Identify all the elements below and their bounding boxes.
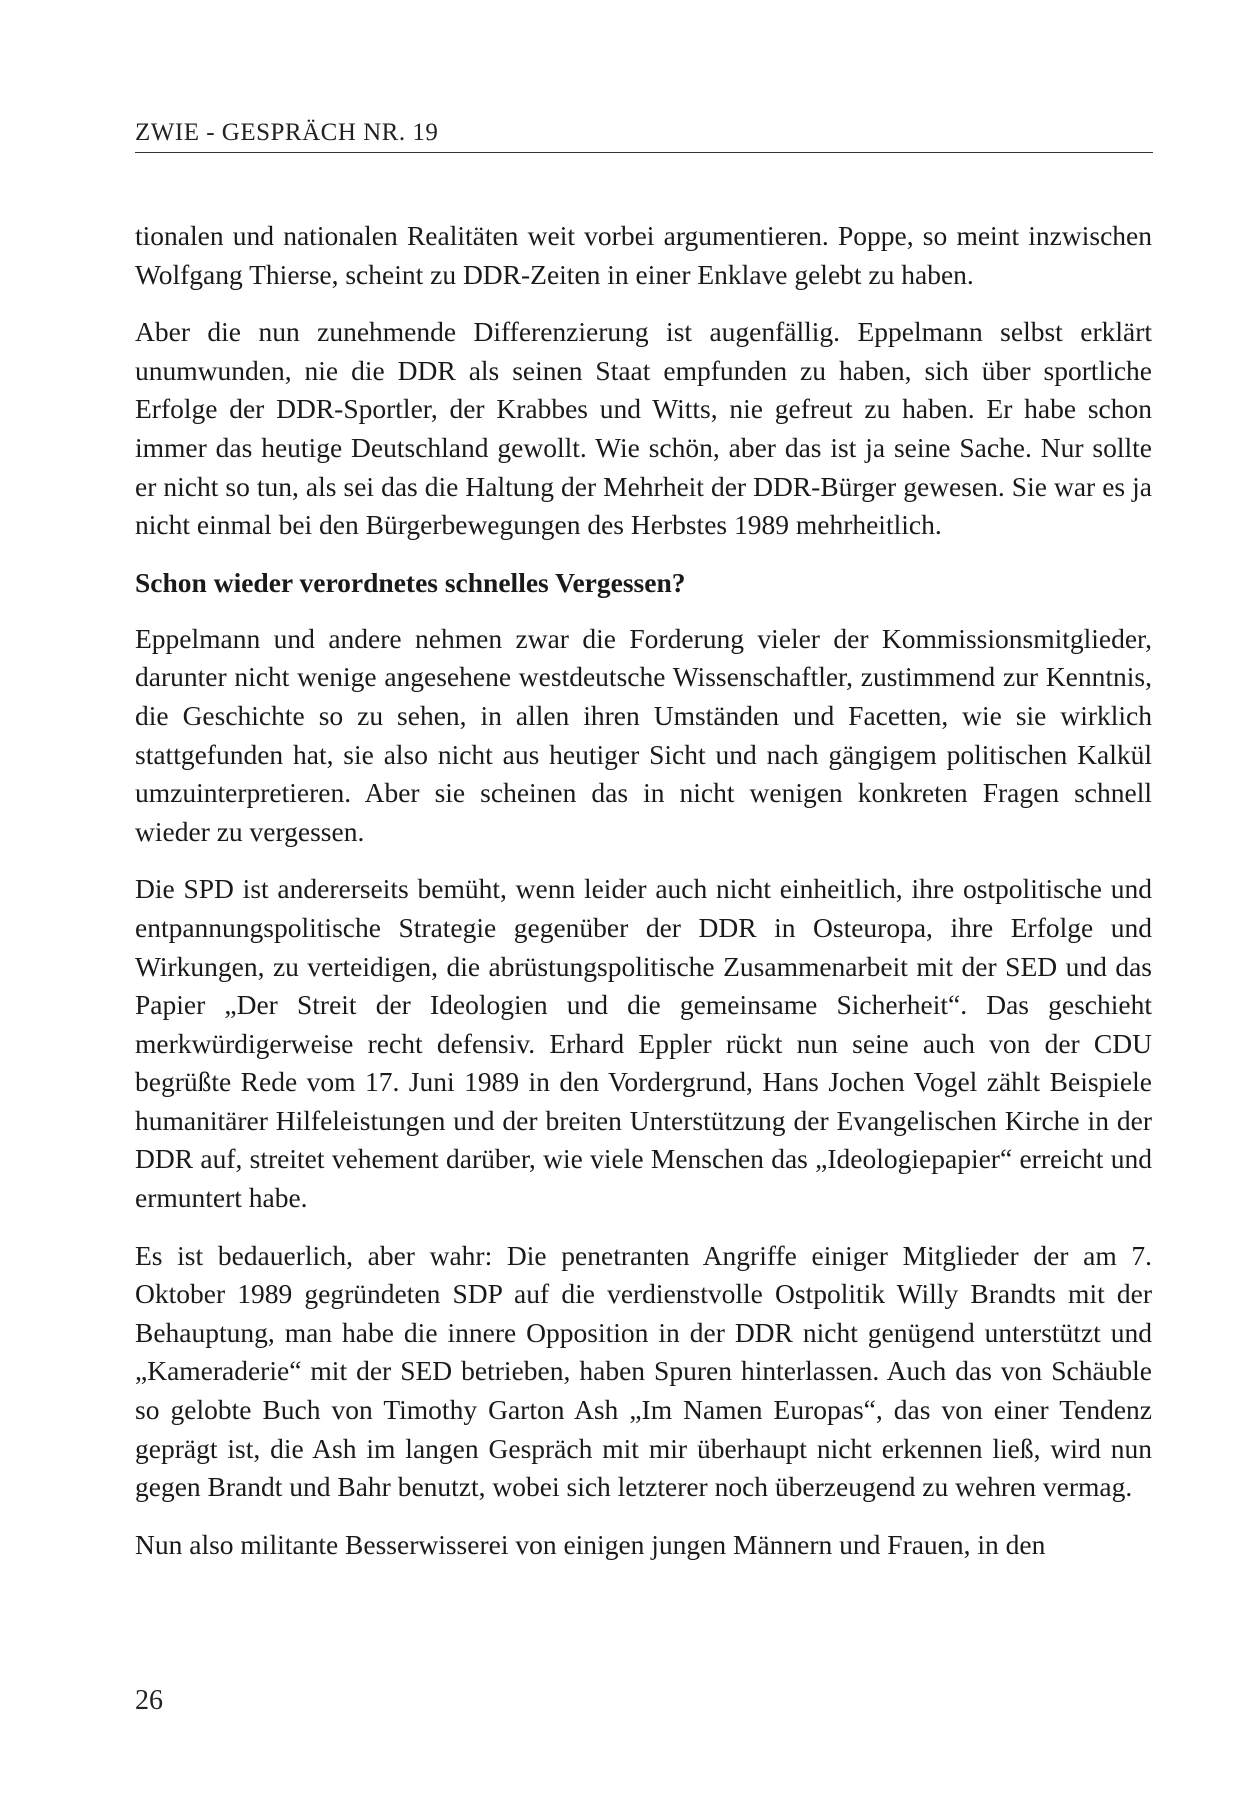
paragraph-5: Es ist bedauerlich, aber wahr: Die penetranten Angriffe einiger Mitglieder der am 7. Oktober 1989 gegründeten SDP auf die verdienstvolle Ostpolitik Willy Brandts mit der Behauptung, man habe die innere Opposition in der DDR nicht genügend unterstützt und „Kameraderie“ mit der SED betrieben, haben Spuren hinterlassen. Auch das von Schäuble so gelobte Buch von Timothy Garton Ash „Im Namen Europas“, das von einer Tendenz geprägt ist, die Ash im langen Gespräch mit mir überhaupt nicht erkennen ließ, wird nun gegen Brandt und Bahr benutzt, wobei sich letzterer noch überzeugend zu wehren vermag. xyxy=(135,1239,1152,1503)
paragraph-4: Die SPD ist andererseits bemüht, wenn leider auch nicht einheitlich, ihre ostpolitische und entpannungspolitische Strategie gegenüber der DDR in Osteuropa, ihre Erfolge und Wirkungen, zu verteidigen, die abrüstungspolitische Zusammenarbeit mit der SED und das Papier „Der Streit der Ideologien und die gemeinsame Sicherheit“. Das geschieht merkwürdigerweise recht defensiv. Erhard Eppler rückt nun seine auch von der CDU begrüßte Rede vom 17. Juni 1989 in den Vordergrund, Hans Jochen Vogel zählt Beispiele humanitärer Hilfeleistungen und der breiten Unterstützung der Evangelischen Kirche in der DDR auf, streitet vehement darüber, wie viele Menschen das „Ideologiepapier“ erreicht und ermuntert habe. xyxy=(135,873,1152,1214)
paragraph-3: Eppelmann und andere nehmen zwar die Forderung vieler der Kommissionsmitglieder, darunter nicht wenige angesehene westdeutsche Wissenschaftler, zustimmend zur Kenntnis, die Geschichte so zu sehen, in allen ihren Umständen und Facetten, wie sie wirklich stattgefunden hat, sie also nicht aus heutiger Sicht und nach gängigem politischen Kalkül umzuinterpretieren. Aber sie scheinen das in nicht wenigen konkreten Fragen schnell wieder zu vergessen. xyxy=(135,622,1152,847)
header-rule xyxy=(135,152,1153,153)
section-heading: Schon wieder verordnetes schnelles Vergessen? xyxy=(135,566,686,598)
paragraph-2: Aber die nun zunehmende Differenzierung ist augenfällig. Eppelmann selbst erklärt unumwunden, nie die DDR als seinen Staat empfunden zu haben, sich über sportliche Erfolge der DDR-Sportler, der Krabbes und Witts, nie gefreut zu haben. Er habe schon immer das heutige Deutschland gewollt. Wie schön, aber das ist ja seine Sache. Nur sollte er nicht so tun, als sei das die Haltung der Mehrheit der DDR-Bürger gewesen. Sie war es ja nicht einmal bei den Bürgerbewegungen des Herbstes 1989 mehrheitlich. xyxy=(135,316,1152,541)
article-body xyxy=(135,217,1152,1583)
paragraph-1: tionalen und nationalen Realitäten weit vorbei argumentieren. Poppe, so meint inzwischen Wolfgang Thierse, scheint zu DDR-Zeiten in einer Enklave gelebt zu haben. xyxy=(135,220,1152,290)
paragraph-6: Nun also militante Besserwisserei von einigen jungen Männern und Frauen, in den xyxy=(135,1528,1046,1560)
page-number: 26 xyxy=(135,1685,163,1716)
running-title: ZWIE - GESPRÄCH NR. 19 xyxy=(135,119,439,146)
